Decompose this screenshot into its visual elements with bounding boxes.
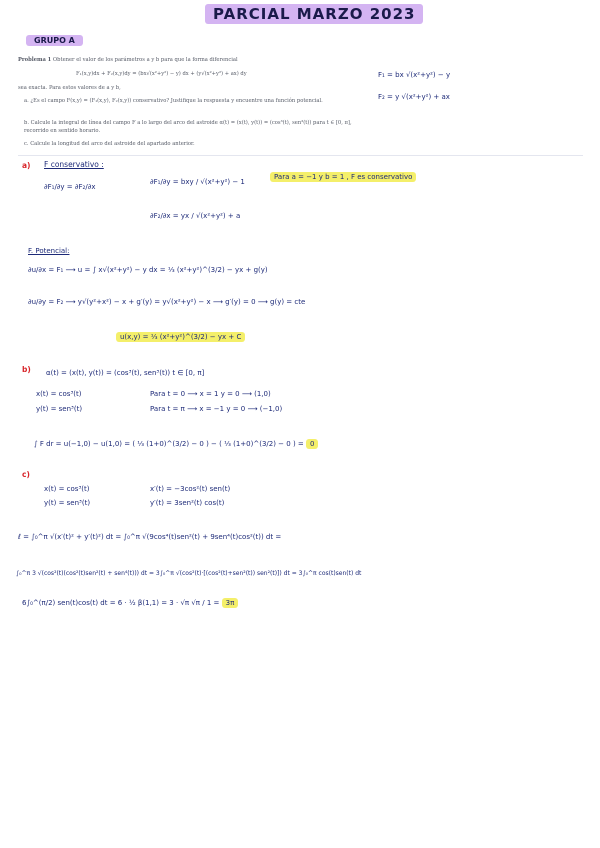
side-note-f1: F₁ = bx √(x²+y²) − y bbox=[378, 71, 451, 79]
part-b-x-equation: x(t) = cos³(t) bbox=[36, 390, 82, 398]
part-c-label: c) bbox=[22, 470, 30, 479]
part-b-label: b) bbox=[22, 365, 31, 374]
problem-text: Obtener el valor de los parámetros a y b para que la forma diferencial bbox=[52, 57, 238, 63]
part-a-label: a) bbox=[22, 161, 31, 170]
page-title: PARCIAL MARZO 2023 bbox=[205, 4, 423, 24]
arc-length-line-1: ℓ = ∫₀^π √(x′(t)² + y′(t)²) dt = ∫₀^π √(9cos⁴(t)sen²(t) + 9sen⁴(t)cos²(t)) dt = bbox=[18, 533, 282, 541]
part-b-integral bbox=[34, 440, 318, 448]
potential-step-2: ∂u/∂y = F₂ ⟶ y√(y²+x²) − x + g′(y) = y√(x²+y²) − x ⟶ g′(y) = 0 ⟶ g(y) = cte bbox=[28, 298, 306, 306]
divider bbox=[18, 155, 583, 156]
potential-heading: F. Potencial: bbox=[28, 247, 70, 255]
part-a-derivative-1: ∂F₁/∂y = bxy / √(x²+y²) − 1 bbox=[150, 178, 245, 186]
part-c-y-equation: y(t) = sen³(t) bbox=[44, 499, 91, 507]
part-b-parametrization: α(t) = (x(t), y(t)) = (cos³(t), sen³(t)) t ∈ [0, π] bbox=[46, 369, 205, 377]
part-c-answer: 3π bbox=[222, 598, 239, 608]
group-label: GRUPO A bbox=[26, 35, 83, 46]
part-a-derivative-2: ∂F₂/∂x = yx / √(x²+y²) + a bbox=[150, 212, 241, 220]
problem-statement bbox=[18, 57, 238, 63]
part-c-yprime-equation: y′(t) = 3sen²(t) cos(t) bbox=[150, 499, 225, 507]
potential-step-1: ∂u/∂x = F₁ ⟶ u = ∫ x√(x²+y²) − y dx = ⅓ (x²+y²)^(3/2) − yx + g(y) bbox=[28, 266, 268, 274]
arc-length-line-3 bbox=[22, 599, 238, 607]
problem-item-b: b. Calcule la integral de línea del campo F a lo largo del arco del astroide α(t) = (x(t), y(t)) = (cos³(t), sen³(t)) para t ∈ [0, π], recorrido en sentido horario. bbox=[24, 120, 352, 134]
part-c-xprime-equation: x′(t) = −3cos²(t) sen(t) bbox=[150, 485, 231, 493]
arc-length-line-2: ∫₀^π 3 √(cos²(t)(cos²(t)sen²(t) + sen⁴(t))) dt = 3∫₀^π √(cos²(t)·[(cos²(t)+sen²(t)) sen²(t)]) dt = 3∫₀^π cos(t)sen(t) dt bbox=[16, 570, 362, 577]
problem-formula: F₁(x,y)dx + F₂(x,y)dy = (bx√(x²+y²) − y) dx + (y√(x²+y²) + ax) dy bbox=[76, 71, 247, 77]
potential-result: u(x,y) = ⅓ (x²+y²)^(3/2) − yx + C bbox=[116, 332, 245, 342]
part-b-endpoint-end: Para t = π ⟶ x = −1 y = 0 ⟶ (−1,0) bbox=[150, 405, 283, 413]
part-b-endpoint-start: Para t = 0 ⟶ x = 1 y = 0 ⟶ (1,0) bbox=[150, 390, 271, 398]
arc-length-line-3-text: 6∫₀^(π/2) sen(t)cos(t) dt = 6 · ½ β(1,1) = 3 · √π √π / 1 = bbox=[22, 599, 220, 607]
problem-note: sea exacta. Para estos valores de a y b, bbox=[18, 85, 121, 91]
part-a-condition: ∂F₁/∂y = ∂F₂/∂x bbox=[44, 183, 96, 191]
side-note-f2: F₂ = y √(x²+y²) + ax bbox=[378, 93, 450, 101]
part-b-integral-text: ∫ F dr = u(−1,0) − u(1,0) = ( ⅓ (1+0)^(3/2) − 0 ) − ( ⅓ (1+0)^(3/2) − 0 ) = bbox=[34, 440, 304, 448]
part-a-heading: F conservativo : bbox=[44, 160, 104, 169]
part-c-x-equation: x(t) = cos³(t) bbox=[44, 485, 90, 493]
problem-item-c: c. Calcule la longitud del arco del astroide del apartado anterior. bbox=[24, 141, 195, 147]
part-a-conclusion: Para a = −1 y b = 1 , F es conservativo bbox=[270, 172, 416, 182]
problem-item-a: a. ¿Es el campo F(x,y) = (F₁(x,y), F₂(x,y)) conservativo? Justifique la respuesta y encuentre una función potencial. bbox=[24, 98, 323, 104]
part-b-answer: 0 bbox=[306, 439, 318, 449]
problem-label: Problema 1 bbox=[18, 57, 52, 63]
part-b-y-equation: y(t) = sen³(t) bbox=[36, 405, 83, 413]
